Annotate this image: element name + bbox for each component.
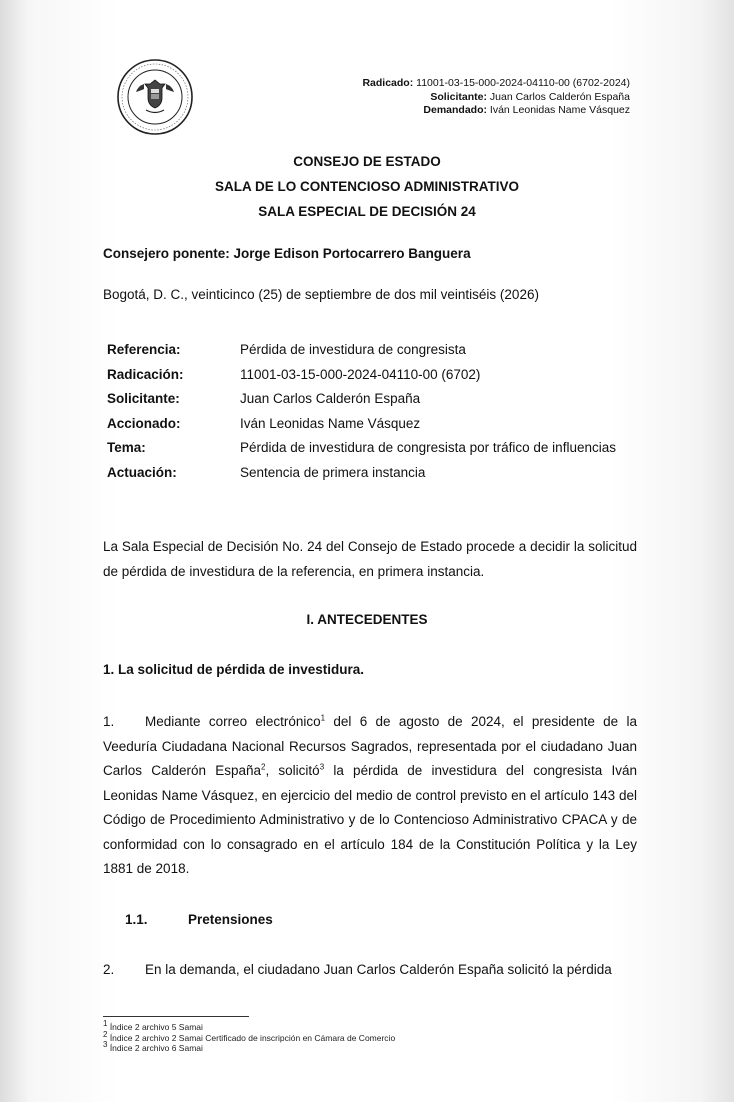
reference-value: Sentencia de primera instancia xyxy=(240,464,426,480)
header-demandado-row xyxy=(362,104,630,118)
footnote-text: Índice 2 archivo 5 Samai xyxy=(107,1022,203,1032)
reference-row xyxy=(107,363,633,388)
header-solicitante-label: Solicitante: xyxy=(430,90,487,103)
paragraph-text: Mediante correo electrónico xyxy=(145,714,321,729)
header-radicado-label: Radicado: xyxy=(362,77,414,89)
paragraph-text: del 6 de agosto de 2024, el presidente de la Veeduría Ciudadana Nacional Recursos Sagrados, representada por el ciudadano Juan Carlos Calderón España xyxy=(103,714,637,778)
footnote-mark: 1 xyxy=(103,1019,108,1029)
subsection-number: 1.1. xyxy=(125,912,148,927)
paragraph-number: 1. xyxy=(103,714,115,729)
reference-value: Pérdida de investidura de congresista xyxy=(240,342,466,357)
consejo-estado-seal xyxy=(116,58,194,136)
footnote-mark: 3 xyxy=(103,1040,108,1050)
header-solicitante-row xyxy=(362,91,630,105)
reference-value: Iván Leonidas Name Vásquez xyxy=(240,415,421,431)
footnote-text: Índice 2 archivo 6 Samai xyxy=(107,1043,203,1053)
reference-row xyxy=(107,387,633,412)
reference-table xyxy=(107,338,633,485)
subsection-solicitud: 1. La solicitud de pérdida de investidura. xyxy=(103,662,365,677)
reference-label: Accionado: xyxy=(107,415,181,431)
subsection-title: Pretensiones xyxy=(188,912,273,927)
intro-paragraph: La Sala Especial de Decisión No. 24 del Consejo de Estado procede a decidir la solicitud de pérdida de investidura de la referencia, en primera instancia. xyxy=(103,539,637,579)
section-antecedentes: I. ANTECEDENTES xyxy=(306,612,428,627)
reference-value: Juan Carlos Calderón España xyxy=(240,391,421,406)
consejero-ponente: Consejero ponente: Jorge Edison Portocarrero Banguera xyxy=(103,246,471,261)
header-solicitante-value: Juan Carlos Calderón España xyxy=(489,90,630,103)
reference-label: Radicación: xyxy=(107,366,184,382)
footnote-text: Índice 2 archivo 2 Samai Certificado de inscripción en Cámara de Comercio xyxy=(107,1032,396,1043)
reference-value: 11001-03-15-000-2024-04110-00 (6702) xyxy=(240,366,481,382)
reference-label: Referencia: xyxy=(107,342,181,357)
reference-label: Actuación: xyxy=(107,464,177,480)
reference-row xyxy=(107,436,633,461)
header-radicado-row xyxy=(362,77,630,91)
case-header xyxy=(362,77,630,118)
title-consejo: CONSEJO DE ESTADO xyxy=(293,154,441,169)
reference-row xyxy=(107,338,633,363)
footnote-mark: 2 xyxy=(103,1029,108,1039)
footnote xyxy=(103,1040,395,1054)
footnote-ref[interactable]: 1 xyxy=(320,713,326,723)
reference-row xyxy=(107,461,633,486)
header-radicado-value: 11001-03-15-000-2024-04110-00 (6702-2024) xyxy=(416,77,630,89)
footnote xyxy=(103,1029,396,1044)
paragraph-1 xyxy=(103,710,637,882)
reference-label: Solicitante: xyxy=(107,391,180,406)
paragraph-text: , solicitó xyxy=(265,763,320,778)
reference-label: Tema: xyxy=(107,440,146,455)
footnote-ref[interactable]: 2 xyxy=(261,762,266,772)
fecha-lugar: Bogotá, D. C., veinticinco (25) de septiembre de dos mil veintiséis (2026) xyxy=(103,287,539,302)
paragraph-text: En la demanda, el ciudadano Juan Carlos Calderón España solicitó la pérdida xyxy=(145,962,612,977)
footnote-ref[interactable]: 3 xyxy=(319,762,325,772)
header-demandado-label: Demandado: xyxy=(423,104,487,116)
title-sala-especial: SALA ESPECIAL DE DECISIÓN 24 xyxy=(258,204,476,219)
paragraph-text: la pérdida de investidura del congresista Iván Leonidas Name Vásquez, en ejercicio del medio de control previsto en el artículo 143 del Código de Procedimiento Administrativo y de lo Contencioso Administrativo CPACA y de conformidad con lo consagrado en el artículo 184 de la Constitución Política y la Ley 1881 de 2018. xyxy=(103,763,637,876)
reference-row xyxy=(107,412,633,437)
header-demandado-value: Iván Leonidas Name Vásquez xyxy=(489,104,630,116)
footnote xyxy=(103,1019,395,1033)
paragraph-number: 2. xyxy=(103,962,115,977)
footnote-divider xyxy=(103,1016,249,1017)
paragraph-2 xyxy=(103,962,637,977)
reference-value: Pérdida de investidura de congresista por tráfico de influencias xyxy=(240,440,616,455)
footnotes xyxy=(103,1019,396,1054)
title-sala: SALA DE LO CONTENCIOSO ADMINISTRATIVO xyxy=(214,179,519,194)
subsection-pretensiones xyxy=(125,912,273,927)
